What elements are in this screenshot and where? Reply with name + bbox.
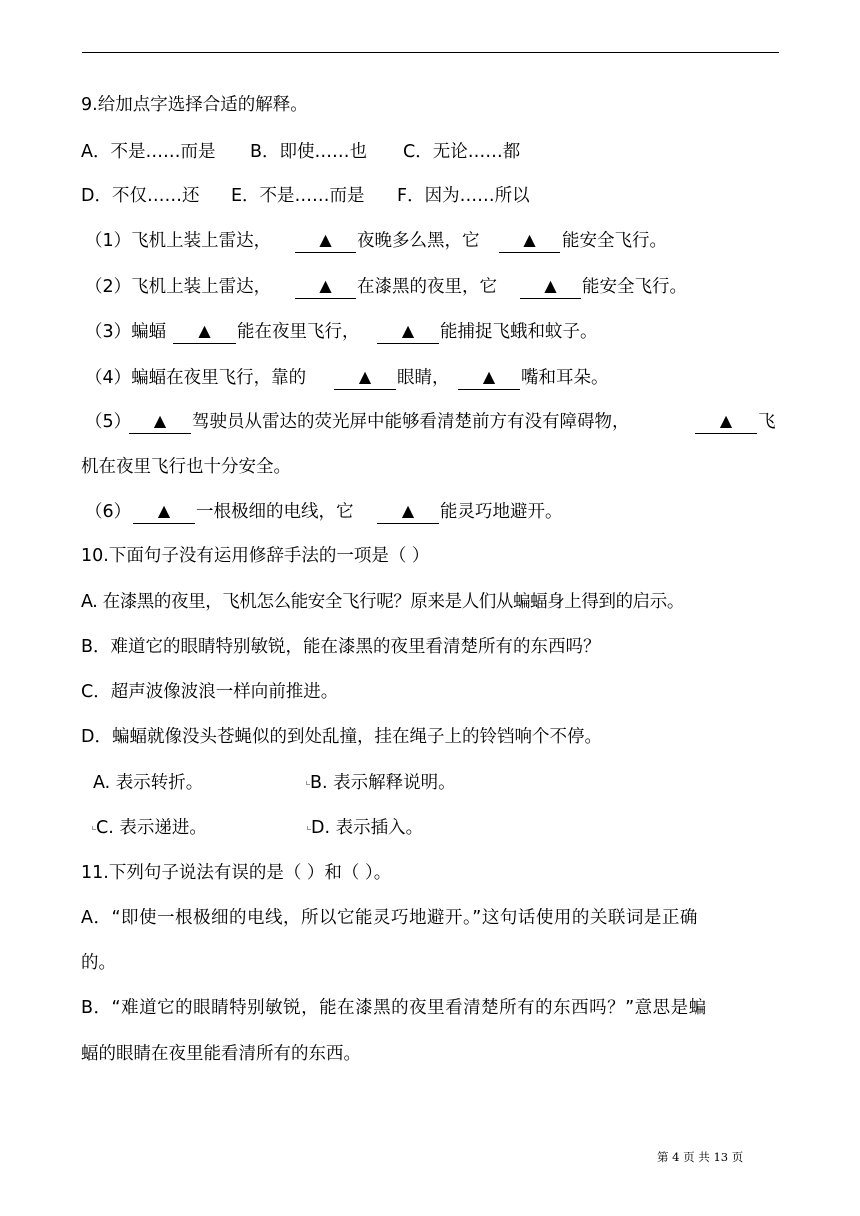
blank-marker: ▲ — [523, 230, 536, 249]
blank-marker: ▲ — [153, 411, 167, 430]
q10-extra-b: B. 表示解释说明。 — [310, 773, 456, 793]
sentence-text: 飞 — [758, 412, 776, 432]
q9-option-f: F．因为……所以 — [397, 186, 530, 206]
blank-marker: ▲ — [319, 230, 332, 249]
sentence-text: 机在夜里飞行也十分安全。 — [81, 457, 291, 477]
answer-blank[interactable] — [458, 366, 520, 390]
q10-option-a: A. 在漆黑的夜里，飞机怎么能安全飞行呢？原来是人们从蝙蝠身上得到的启示。 — [81, 592, 684, 612]
sentence-text: （1）飞机上装上雷达， — [85, 231, 272, 251]
sentence-text: 在漆黑的夜里，它 — [357, 277, 497, 297]
sentence-text: 驾驶员从雷达的荧光屏中能够看清楚前方有没有障碍物， — [192, 412, 630, 432]
q10-option-b: B．难道它的眼睛特别敏锐，能在漆黑的夜里看清楚所有的东西吗？ — [81, 637, 601, 657]
q10-extra-a: A. 表示转折。 — [93, 773, 204, 793]
header-rule — [82, 52, 779, 53]
answer-blank[interactable] — [520, 275, 581, 299]
sentence-text: 眼睛， — [397, 368, 450, 388]
blank-marker: ▲ — [544, 276, 557, 295]
blank-marker: ▲ — [401, 321, 415, 340]
q11-option-a: A．“即使一根极细的电线，所以它能灵巧地避开。”这句话使用的关联词是正确 — [81, 908, 698, 928]
sentence-text: 能安全飞行。 — [582, 277, 687, 297]
answer-blank[interactable] — [295, 275, 356, 299]
sentence-text: 嘴和耳朵。 — [521, 368, 609, 388]
sentence-text: （2）飞机上装上雷达， — [85, 277, 272, 297]
blank-marker: ▲ — [401, 501, 415, 520]
answer-blank[interactable] — [377, 500, 439, 524]
sentence-text: 能安全飞行。 — [562, 231, 667, 251]
q11-option-b: B．“难道它的眼睛特别敏锐，能在漆黑的夜里看清楚所有的东西吗？”意思是蝙 — [81, 998, 707, 1018]
q9-option-e: E．不是……而是 — [231, 186, 365, 206]
answer-blank[interactable] — [377, 320, 439, 344]
sentence-text: 夜晚多么黑，它 — [357, 231, 480, 251]
q10-option-c: C．超声波像波浪一样向前推进。 — [81, 682, 339, 702]
q9-title: 9.给加点字选择合适的解释。 — [81, 95, 308, 115]
q11-title: 11.下列句子说法有误的是（ ）和（ ）。 — [81, 863, 392, 883]
blank-marker: ▲ — [482, 367, 496, 386]
sentence-text: （6） — [85, 502, 132, 522]
blank-marker: ▲ — [157, 501, 171, 520]
q9-option-a: A．不是……而是 — [81, 142, 216, 162]
q10-option-d: D．蝙蝠就像没头苍蝇似的到处乱撞，挂在绳子上的铃铛响个不停。 — [81, 727, 602, 747]
sentence-text: （4）蝙蝠在夜里飞行，靠的 — [85, 368, 307, 388]
blank-marker: ▲ — [319, 276, 332, 295]
q10-title: 10.下面句子没有运用修辞手法的一项是（ ） — [81, 546, 430, 566]
sentence-text: 能在夜里飞行， — [237, 322, 360, 342]
answer-blank[interactable] — [295, 229, 356, 253]
sentence-text: （3）蝙蝠 — [85, 322, 167, 342]
sentence-text: （5） — [85, 412, 132, 432]
sentence-text: 能捕捉飞蛾和蚊子。 — [440, 322, 598, 342]
answer-blank[interactable] — [129, 410, 191, 434]
answer-blank[interactable] — [173, 320, 236, 344]
answer-blank[interactable] — [499, 229, 560, 253]
q11-option-a-end: 的。 — [81, 953, 116, 973]
sentence-text: 能灵巧地避开。 — [440, 502, 563, 522]
q10-extra-c: C. 表示递进。 — [96, 818, 207, 838]
q9-option-c: C．无论……都 — [403, 142, 521, 162]
answer-blank[interactable] — [133, 500, 195, 524]
q9-option-b: B．即使……也 — [250, 142, 368, 162]
page-number: 第 4 页 共 13 页 — [657, 1150, 744, 1164]
sentence-text: 一根极细的电线，它 — [196, 502, 354, 522]
blank-marker: ▲ — [198, 321, 211, 340]
q9-option-d: D．不仅……还 — [81, 186, 200, 206]
answer-blank[interactable] — [334, 366, 396, 390]
q11-option-b-end: 蝠的眼睛在夜里能看清所有的东西。 — [81, 1044, 361, 1064]
answer-blank[interactable] — [695, 410, 757, 434]
blank-marker: ▲ — [719, 411, 733, 430]
q10-extra-d: D. 表示插入。 — [311, 818, 424, 838]
blank-marker: ▲ — [358, 367, 372, 386]
